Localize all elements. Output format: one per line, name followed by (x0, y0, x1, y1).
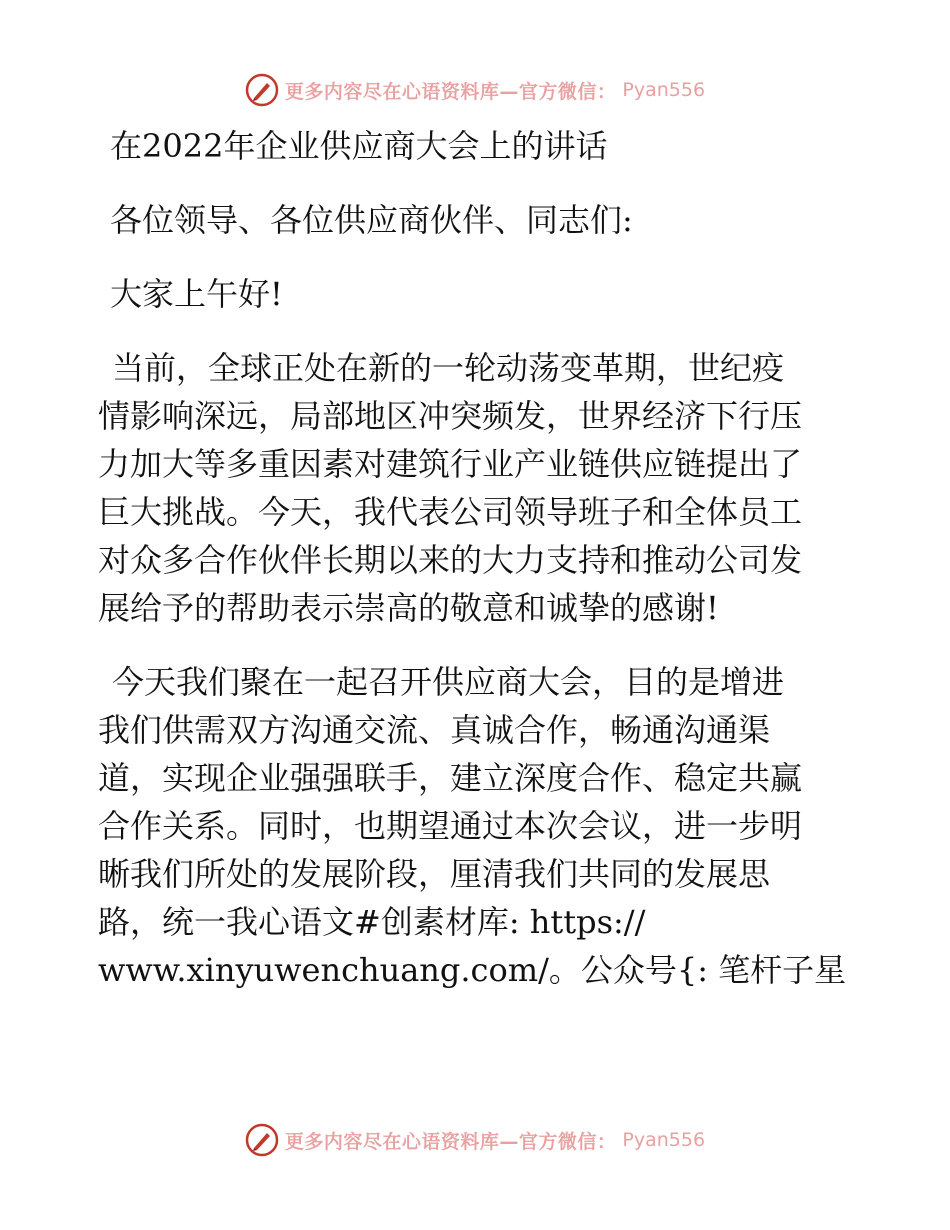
paragraph-line: 路，统一我心语文#创素材库: https:// (98, 903, 646, 941)
document-body (98, 122, 858, 994)
paragraph-line: www.xinyuwenchuang.com/。公众号{: 笔杆子星 (98, 951, 847, 989)
pen-logo-icon (245, 73, 279, 107)
paragraph-line: 展给予的帮助表示崇高的敬意和诚挚的感谢! (98, 589, 719, 627)
watermark-handle: Pyan556 (622, 79, 706, 101)
salutation: 各位领导、各位供应商伙伴、同志们: (110, 201, 633, 239)
paragraph-2 (98, 658, 858, 994)
footer-watermark (0, 1120, 950, 1160)
paragraph-line: 情影响深远，局部地区冲突频发，世界经济下行压 (98, 397, 803, 435)
greeting: 大家上午好! (110, 275, 283, 313)
document-title: 在2022年企业供应商大会上的讲话 (110, 127, 608, 165)
watermark-text: 更多内容尽在心语资料库—官方微信： (284, 80, 617, 103)
watermark-text: 更多内容尽在心语资料库—官方微信： (284, 1130, 617, 1153)
paragraph-1 (98, 344, 858, 632)
paragraph-line: 今天我们聚在一起召开供应商大会，目的是增进 (112, 663, 785, 701)
pen-logo-icon (245, 1123, 279, 1157)
paragraph-line: 当前，全球正处在新的一轮动荡变革期，世纪疫 (112, 349, 785, 387)
paragraph-line: 晰我们所处的发展阶段，厘清我们共同的发展思 (98, 855, 771, 893)
header-watermark (0, 70, 950, 110)
paragraph-line: 对众多合作伙伴长期以来的大力支持和推动公司发 (98, 541, 803, 579)
paragraph-line: 我们供需双方沟通交流、真诚合作，畅通沟通渠 (98, 711, 771, 749)
paragraph-line: 道，实现企业强强联手，建立深度合作、稳定共赢 (98, 759, 803, 797)
paragraph-line: 巨大挑战。今天，我代表公司领导班子和全体员工 (98, 493, 803, 531)
watermark-handle: Pyan556 (622, 1129, 706, 1151)
paragraph-line: 合作关系。同时，也期望通过本次会议，进一步明 (98, 807, 803, 845)
paragraph-line: 力加大等多重因素对建筑行业产业链供应链提出了 (98, 445, 803, 483)
